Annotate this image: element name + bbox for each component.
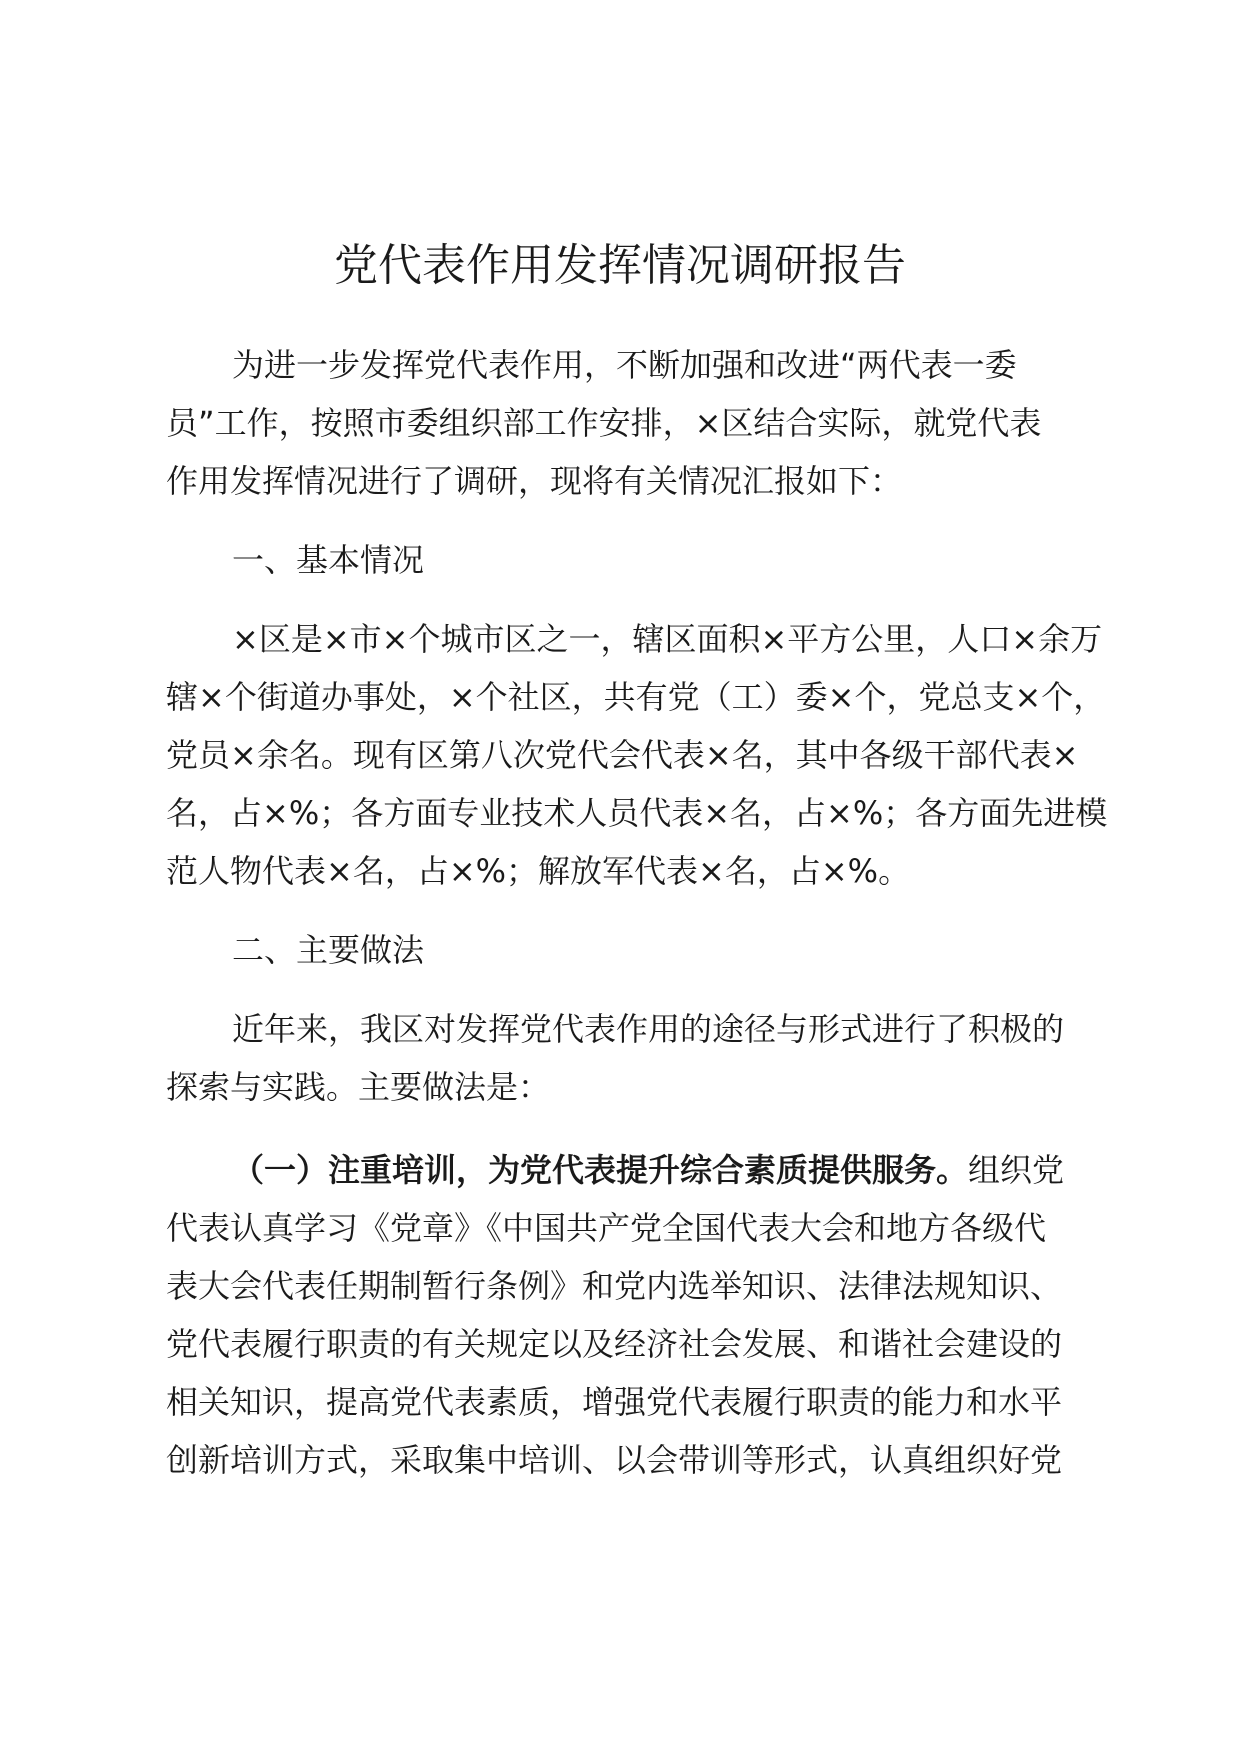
section-1-line-4: 名，占×%；各方面专业技术人员代表×名，占×%；各方面先进模 [166,794,1108,832]
item-1-line-6: 创新培训方式，采取集中培训、以会带训等形式，认真组织好党 [166,1441,1063,1479]
section-1-line-2: 辖×个街道办事处，×个社区，共有党（工）委×个，党总支×个， [166,678,1106,716]
intro-line-3: 作用发挥情况进行了调研，现将有关情况汇报如下： [166,462,903,500]
item-1-line-2: 代表认真学习《党章》《中国共产党全国代表大会和地方各级代 [166,1209,1047,1247]
section-2-heading: 二、主要做法 [232,931,425,969]
item-1-line-4: 党代表履行职责的有关规定以及经济社会发展、和谐社会建设的 [166,1325,1063,1363]
item-1-first-rest: 组织党 [968,1151,1065,1189]
item-1-bold-heading: （一）注重培训，为党代表提升综合素质提供服务。 [232,1151,969,1189]
intro-line-2: 员”工作，按照市委组织部工作安排，×区结合实际，就党代表 [166,404,1042,442]
section-1-line-3: 党员×余名。现有区第八次党代会代表×名，其中各级干部代表× [166,736,1079,774]
section-2-line-1: 近年来，我区对发挥党代表作用的途径与形式进行了积极的 [232,1010,1065,1048]
intro-line-1: 为进一步发挥党代表作用，不断加强和改进“两代表一委 [232,346,1017,384]
item-1-line-3: 表大会代表任期制暂行条例》和党内选举知识、法律法规知识、 [166,1267,1063,1305]
section-1-line-5: 范人物代表×名，占×%；解放军代表×名，占×%。 [166,852,911,890]
item-1-line-5: 相关知识，提高党代表素质，增强党代表履行职责的能力和水平 [166,1383,1063,1421]
section-1-heading: 一、基本情况 [232,541,425,579]
item-1-first-line [232,1150,1064,1190]
section-2-line-2: 探索与实践。主要做法是： [166,1068,551,1106]
section-1-line-1: ×区是×市×个城市区之一，辖区面积×平方公里，人口×余万 [232,620,1103,658]
document-title: 党代表作用发挥情况调研报告 [334,240,906,291]
